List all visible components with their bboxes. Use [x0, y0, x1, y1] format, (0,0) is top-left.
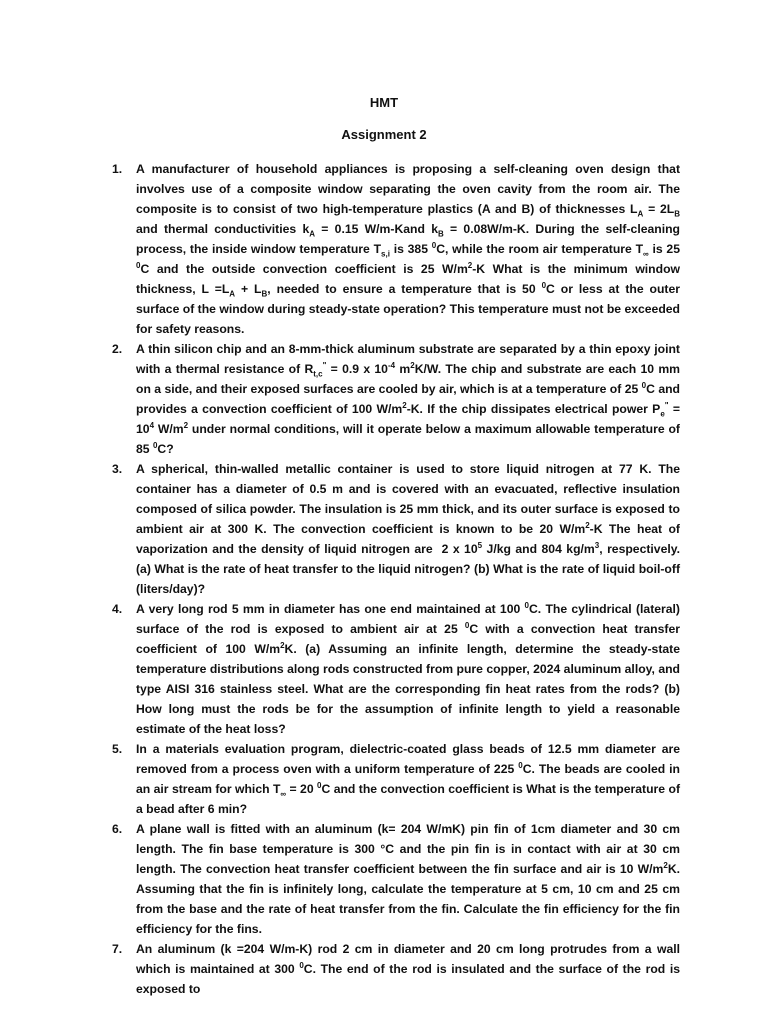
problem-text: A very long rod 5 mm in diameter has one end maintained at 100 $^0$C. The cylindrical (lateral) surface of the rod is exposed to ambient air at 25 $^0$C with a convection heat transfer coefficient of 100 $W/m^2K$. (a) Assuming an infinite length, determine the steady-state temperature distributions along rods constructed from pure copper, 2024 aluminum alloy, and type AISI 316 stainless steel. What are the corresponding fin heat rates from the rods? (b) How long must the rods be for the assumption of infinite length to yield a reasonable estimate of the heat loss?	[136, 600, 680, 736]
problem-item	[112, 739, 680, 819]
problem-list	[112, 159, 680, 999]
problem-text: An aluminum (k =204 W/m-K) rod 2 cm in diameter and 20 cm long protrudes from a wall which is maintained at 300 $^0$C. The end of the rod is insulated and the surface of the rod is exposed to	[136, 942, 680, 996]
problem-item	[112, 459, 680, 599]
problem-number: 4.	[112, 602, 123, 616]
problem-text: In a materials evaluation program, dielectric-coated glass beads of 12.5 mm diameter are removed from a process oven with a uniform temperature of 225 $^0$C. The beads are cooled in an air stream for which $T_\infty = 20$ $^0$C and the convection coefficient is What is the temperature of a bead after 6 min?	[136, 742, 680, 816]
problem-item	[112, 939, 680, 999]
problem-number: 3.	[112, 462, 123, 476]
problem-item	[112, 159, 680, 339]
problem-text: A thin silicon chip and an 8-mm-thick aluminum substrate are separated by a thin epoxy joint with a thermal resistance of $R_{t,c}^" = 0.9$ x $10^{-4}$ $m^2K/W$. The chip and substrate are each 10 mm on a side, and their exposed surfaces are cooled by air, which is at a temperature of 25 $^0$C and provides a convection coefficient of 100 $W/m^2-K$. If the chip dissipates electrical power $P_e^" = 10^4$ $W/m^2$ under normal conditions, will it operate below a maximum allowable temperature of 85 $^0$C?	[136, 342, 681, 456]
problem-number: 2.	[112, 342, 123, 356]
document-subtitle: Assignment 2	[341, 127, 427, 142]
problem-item	[112, 819, 680, 939]
problem-number: 1.	[112, 162, 123, 176]
problem-item	[112, 339, 680, 459]
problem-text: A spherical, thin-walled metallic container is used to store liquid nitrogen at 77 K. The container has a diameter of 0.5 m and is covered with an evacuated, reflective insulation composed of silica powder. The insulation is 25 mm thick, and its outer surface is exposed to ambient air at 300 K. The convection coefficient is known to be 20 $W/m^2-K$ The heat of vaporization and the density of liquid nitrogen are 2 x $10^5$ J/kg and 804 $kg/m^3$, respectively. (a) What is the rate of heat transfer to the liquid nitrogen? (b) What is the rate of liquid boil-off (liters/day)?	[136, 462, 681, 596]
problem-text: A plane wall is fitted with an aluminum (k= 204 W/mK) pin fin of 1cm diameter and 30 cm length. The fin base temperature is 300 °C and the pin fin is in contact with air at 30 cm length. The convection heat transfer coefficient between the fin surface and air is 10 $W/m^2K$. Assuming that the fin is infinitely long, calculate the temperature at 5 cm, 10 cm and 25 cm from the base and the rate of heat transfer from the fin. Calculate the fin efficiency for the fin efficiency for the fins.	[136, 822, 680, 936]
problem-number: 7.	[112, 942, 123, 956]
problem-text: A manufacturer of household appliances is proposing a self-cleaning oven design that involves use of a composite window separating the oven cavity from the room air. The composite is to consist of two high-temperature plastics (A and B) of thicknesses $L_A = 2L_B$ and thermal conductivities $k_A = 0.15$ W/m-Kand $k_B = 0.08W/m-K$. During the self-cleaning process, the inside window temperature $T_{s,i}$ is 385 $^0$C, while the room air temperature $T_\infty$ is 25 $^0$C and the outside convection coefficient is 25 $W/m^2-K$ What is the minimum window thickness, $L =L_A + L_B$, needed to ensure a temperature that is 50 $^0$C or less at the outer surface of the window during steady-state operation? This temperature must not be exceeded for safety reasons.	[136, 162, 681, 336]
problem-number: 5.	[112, 742, 123, 756]
problem-number: 6.	[112, 822, 123, 836]
document-title: HMT	[369, 95, 399, 110]
problem-item	[112, 599, 680, 739]
